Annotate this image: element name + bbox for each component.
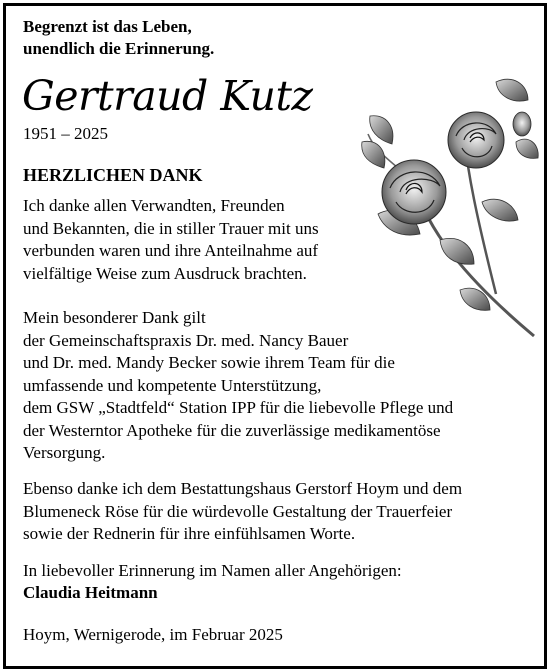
- motto-line: Begrenzt ist das Leben,: [23, 17, 192, 36]
- paragraph-funeral-thanks: [23, 478, 462, 546]
- text-line: und Bekannten, die in stiller Trauer mit uns: [23, 218, 319, 238]
- text-line: der Gemeinschaftspraxis Dr. med. Nancy Bauer: [23, 330, 349, 350]
- text-line: umfassende und kompetente Unterstützung,: [23, 375, 322, 395]
- text-line: verbunden waren und ihre Anteilnahme auf: [23, 241, 319, 260]
- text-line: Ich danke allen Verwandten, Freunden: [23, 196, 285, 215]
- place-and-date: Hoym, Wernigerode, im Februar 2025: [23, 625, 283, 644]
- text-line: dem GSW „Stadtfeld“ Station IPP für die liebevolle Pflege und: [23, 398, 454, 417]
- paragraph-thanks-relatives: [23, 195, 319, 285]
- roses-illustration-icon: [356, 64, 541, 339]
- motto-line: unendlich die Erinnerung.: [23, 39, 215, 58]
- thanks-heading: HERZLICHEN DANK: [23, 165, 203, 185]
- paragraph-closing: [23, 560, 402, 583]
- signer-name: Claudia Heitmann: [23, 583, 158, 602]
- deceased-name: Gertraud Kutz: [22, 72, 313, 120]
- text-line: Ebenso danke ich dem Bestattungshaus Gerstorf Hoym und dem: [23, 479, 463, 498]
- text-line: Versorgung.: [23, 443, 106, 462]
- text-line: Blumeneck Röse für die würdevolle Gestaltung der Trauerfeier: [23, 501, 453, 521]
- text-line: vielfältige Weise zum Ausdruck brachten.: [23, 263, 307, 283]
- text-line: und Dr. med. Mandy Becker sowie ihrem Team für die: [23, 353, 395, 372]
- motto: [23, 16, 214, 60]
- text-line: Mein besonderer Dank gilt: [23, 308, 206, 327]
- text-line: sowie der Rednerin für ihre einfühlsamen Worte.: [23, 524, 356, 543]
- text-line: der Westerntor Apotheke für die zuverlässige medikamentöse: [23, 420, 441, 440]
- life-years: 1951 – 2025: [23, 124, 108, 143]
- obituary-card: [3, 3, 547, 669]
- text-line: In liebevoller Erinnerung im Namen aller Angehörigen:: [23, 561, 402, 580]
